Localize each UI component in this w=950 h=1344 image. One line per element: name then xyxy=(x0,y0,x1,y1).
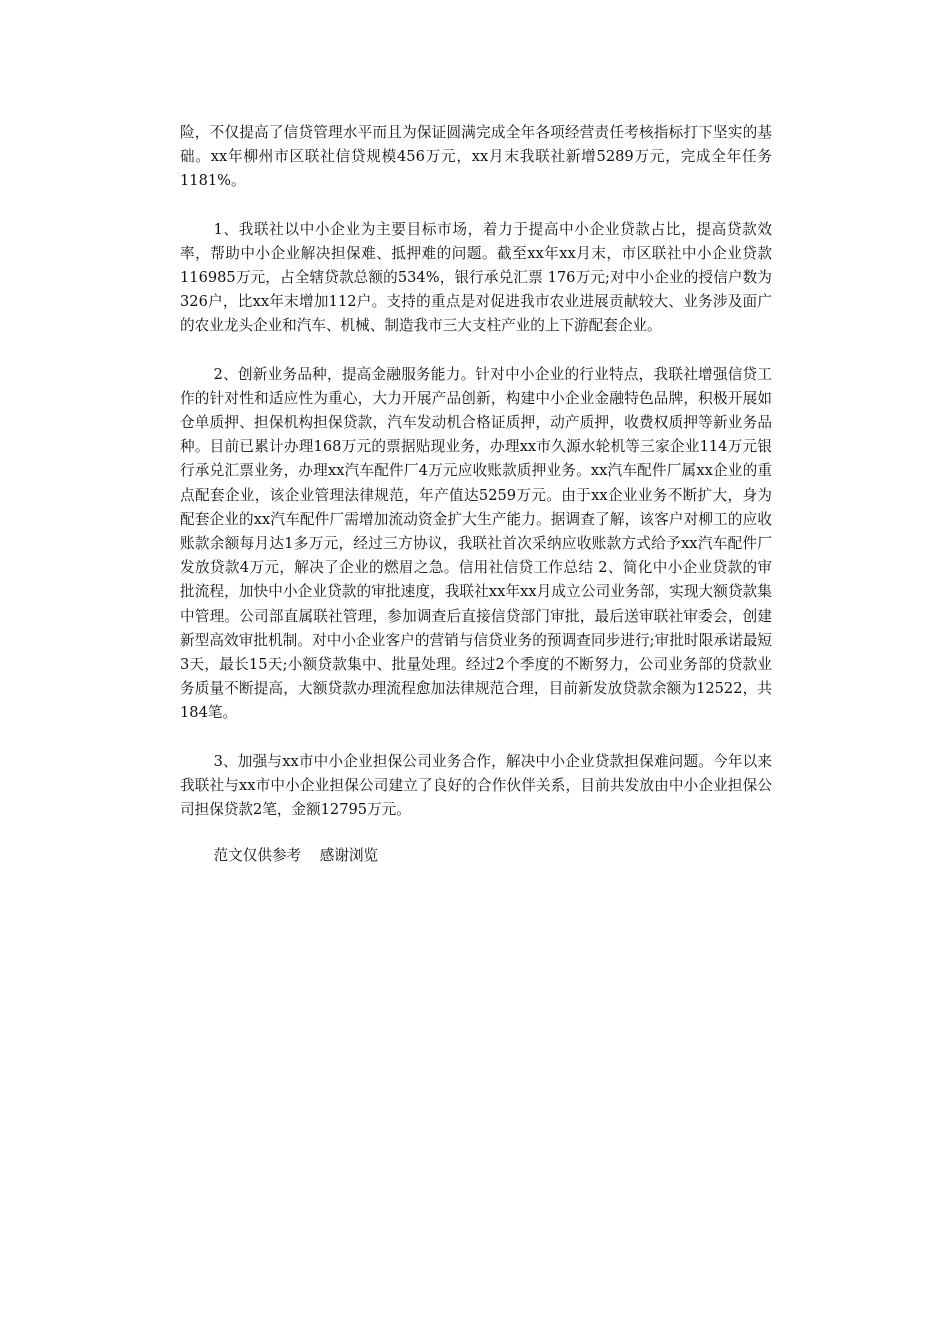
paragraph-item-1: 1、我联社以中小企业为主要目标市场，着力于提高中小企业贷款占比，提高贷款效率，帮助中小企业解决担保难、抵押难的问题。截至xx年xx月末，市区联社中小企业贷款116985万元，占全辖贷款总额的534%，银行承兑汇票 176万元;对中小企业的授信户数为326户，比xx年末增加112户。支持的重点是对促进我市农业进展贡献较大、业务涉及面广的农业龙头企业和汽车、机械、制造我市三大支柱产业的上下游配套企业。 xyxy=(180,220,772,335)
closing-note: 范文仅供参考 感谢浏览 xyxy=(213,847,379,865)
paragraph-item-2: 2、创新业务品种，提高金融服务能力。针对中小企业的行业特点，我联社增强信贷工作的针对性和适应性为重心，大力开展产品创新，构建中小企业金融特色品牌，积极开展如仓单质押、担保机构担保贷款，汽车发动机合格证质押，动产质押，收费权质押等新业务品种。目前已累计办理168万元的票据贴现业务，办理xx市久源水轮机等三家企业114万元银行承兑汇票业务，办理xx汽车配件厂4万元应收账款质押业务。xx汽车配件厂属xx企业的重点配套企业，该企业管理法律规范，年产值达5259万元。由于xx企业业务不断扩大，身为配套企业的xx汽车配件厂需增加流动资金扩大生产能力。据调查了解，该客户对柳工的应收账款余额每月达1多万元，经过三方协议，我联社首次采纳应收账款方式给予xx汽车配件厂发放贷款4万元，解决了企业的燃眉之急。信用社信贷工作总结 2、简化中小企业贷款的审批流程，加快中小企业贷款的审批速度，我联社xx年xx月成立公司业务部，实现大额贷款集中管理。公司部直属联社管理，参加调查后直接信贷部门审批，最后送审联社审委会，创建新型高效审批机制。对中小企业客户的营销与信贷业务的预调查同步进行;审批时限承诺最短3天，最长15天;小额贷款集中、批量处理。经过2个季度的不断努力，公司业务部的贷款业务质量不断提高，大额贷款办理流程愈加法律规范合理，目前新发放贷款余额为12522，共184笔。 xyxy=(180,365,772,722)
document-page xyxy=(180,121,772,868)
paragraph-intro: 险，不仅提高了信贷管理水平而且为保证圆满完成全年各项经营责任考核指标打下坚实的基础。xx年柳州市区联社信贷规模456万元，xx月末我联社新增5289万元，完成全年任务1181%。 xyxy=(180,124,772,190)
paragraph-item-3: 3、加强与xx市中小企业担保公司业务合作，解决中小企业贷款担保难问题。今年以来我联社与xx市中小企业担保公司建立了良好的合作伙伴关系，目前共发放由中小企业担保公司担保贷款2笔，金额12795万元。 xyxy=(180,752,772,819)
